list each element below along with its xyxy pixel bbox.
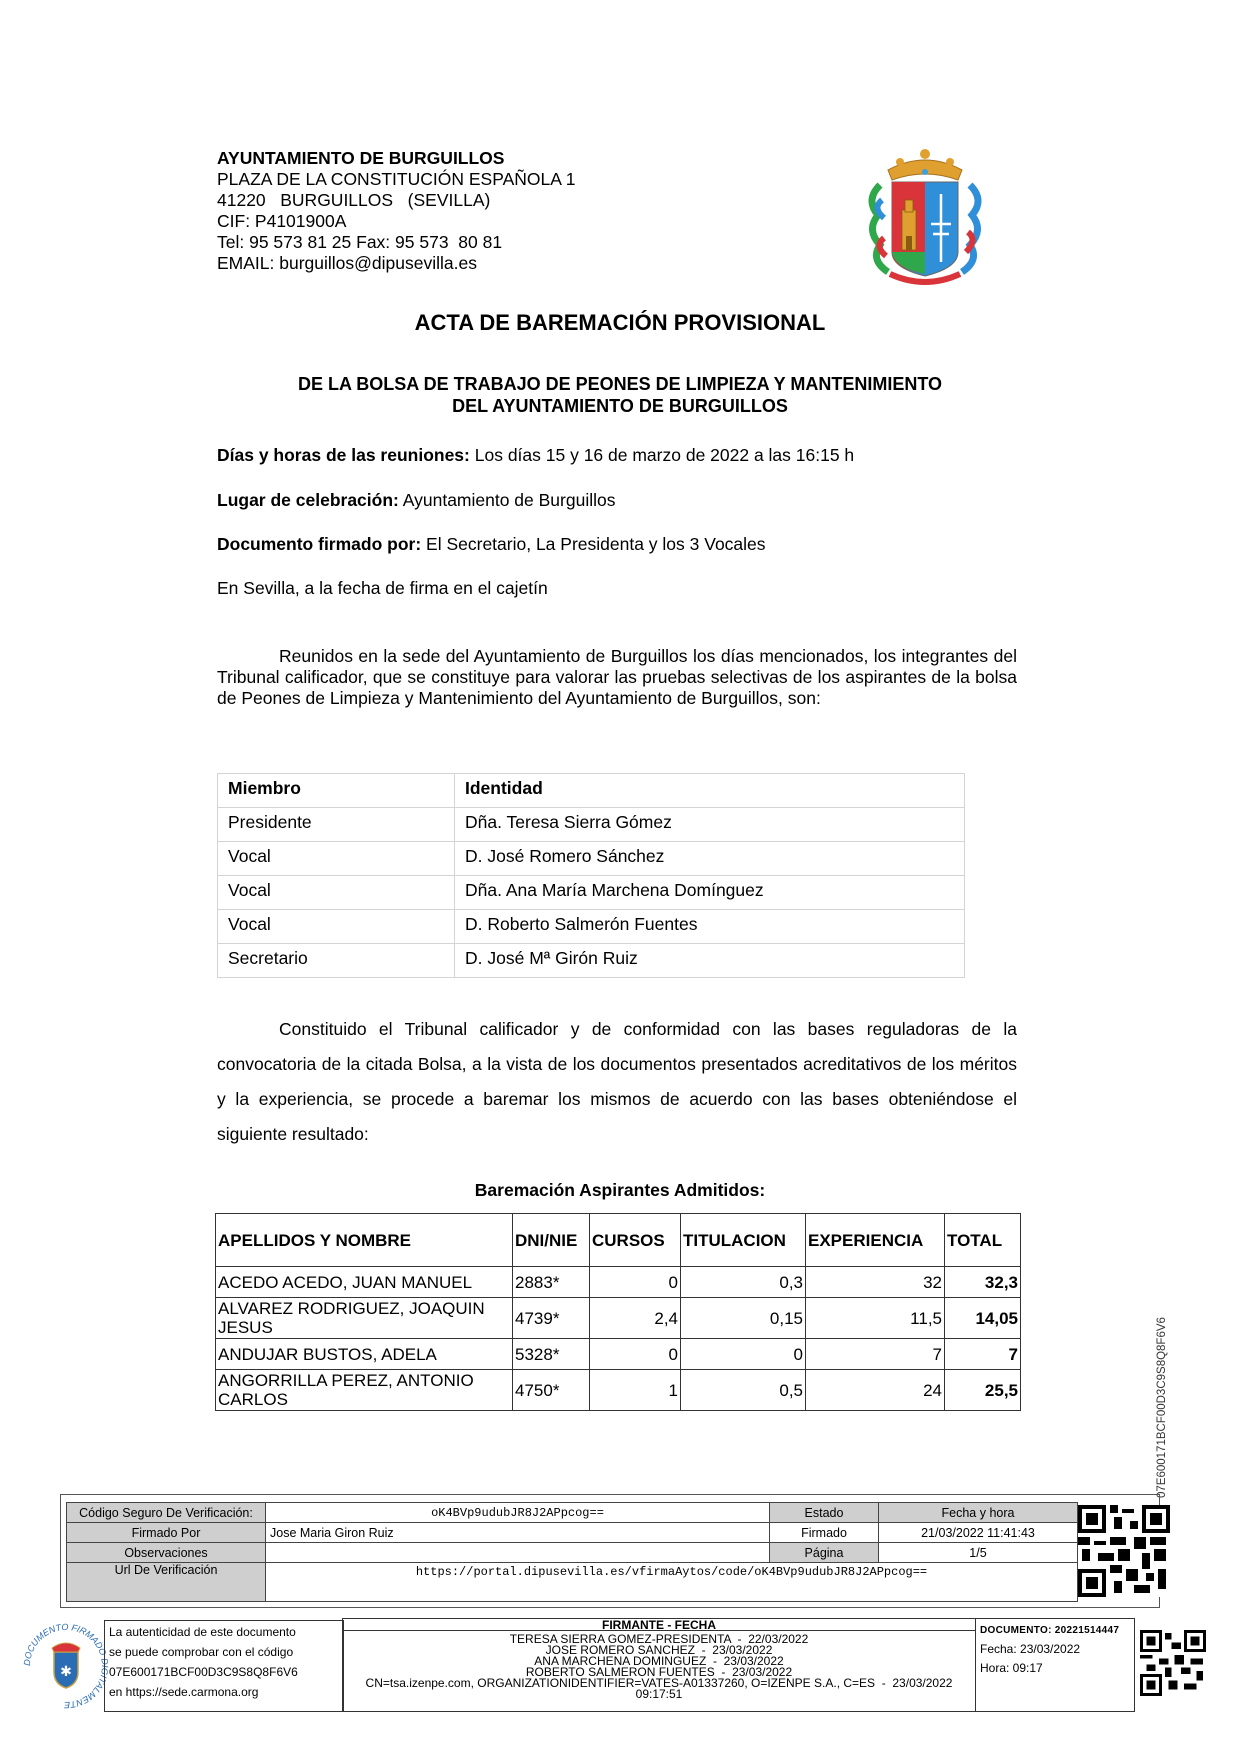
member-identity: D. Roberto Salmerón Fuentes [455,910,965,944]
score-titulacion: 0,3 [681,1267,806,1298]
score-total: 25,5 [945,1370,1021,1411]
url-label: Url De Verificación [67,1563,266,1602]
observaciones-value [266,1543,770,1563]
firmado-por-value: Jose Maria Giron Ruiz [266,1523,770,1543]
signers-header: FIRMANTE - FECHA [343,1619,975,1631]
org-address: PLAZA DE LA CONSTITUCIÓN ESPAÑOLA 1 [217,169,576,189]
score-cursos: 0 [590,1339,681,1370]
applicant-name: ANGORRILLA PEREZ, ANTONIO CARLOS [216,1370,513,1411]
scores-title: Baremación Aspirantes Admitidos: [474,1180,766,1200]
page-title: ACTA DE BAREMACIÓN PROVISIONAL [414,310,826,335]
authenticity-note [104,1620,344,1712]
auth-line: se puede comprobar con el código [109,1645,294,1659]
subtitle-line-2: DEL AYUNTAMIENTO DE BURGUILLOS [452,396,788,416]
digital-signature-seal-icon [22,1622,110,1710]
table-row [216,1267,1021,1298]
score-cursos: 1 [590,1370,681,1411]
table-header-row [216,1214,1021,1267]
csv-label: Código Seguro De Verificación: [67,1503,266,1523]
member-identity: Dña. Teresa Sierra Gómez [455,808,965,842]
result-paragraph [217,1012,1017,1152]
applicant-name: ACEDO ACEDO, JUAN MANUEL [216,1267,513,1298]
qr-code-icon [1140,1630,1206,1696]
observaciones-label: Observaciones [67,1543,266,1563]
table-header-row [218,774,965,808]
column-header: APELLIDOS Y NOMBRE [216,1214,513,1267]
signer-line: TERESA SIERRA GOMEZ-PRESIDENTA - 22/03/2022 [509,1632,809,1646]
column-header: Miembro [218,774,455,808]
tribunal-members-table [217,773,965,978]
org-phone: Tel: 95 573 81 25 Fax: 95 573 80 81 [217,232,503,252]
auth-line: La autenticidad de este documento [109,1625,296,1639]
column-header: TOTAL [945,1214,1021,1267]
svg-text:DOCUMENTO FIRMADO DIGITALMENTE: DOCUMENTO FIRMADO DIGITALMENTE [22,1622,110,1710]
table-row [218,842,965,876]
score-total: 14,05 [945,1298,1021,1339]
score-total: 7 [945,1339,1021,1370]
column-header: DNI/NIE [513,1214,590,1267]
page-subtitle [0,373,1240,417]
meeting-dates [217,445,854,466]
qr-code-icon [1078,1505,1170,1597]
fecha-value: 21/03/2022 11:41:43 [879,1523,1078,1543]
estado-label: Estado [770,1503,879,1523]
column-header: TITULACION [681,1214,806,1267]
intro-paragraph [217,646,1017,709]
signer-line: JOSE ROMERO SANCHEZ - 23/03/2022 [545,1643,773,1657]
result-paragraph-text: Constituido el Tribunal calificador y de conformidad con las bases reguladoras de la convocatoria de la citada Bolsa, a la vista de los documentos presentados acreditativos de los méritos y la experiencia, se procede a baremar los mismos de acuerdo con las bases obteniéndose el siguiente resultado: [217,1019,1017,1144]
score-cursos: 0 [590,1267,681,1298]
table-row [216,1370,1021,1411]
signer-line: ANA MARCHENA DOMINGUEZ - 23/03/2022 [534,1654,784,1668]
applicant-dni: 4750* [513,1370,590,1411]
document-time: Hora: 09:17 [980,1661,1043,1675]
score-titulacion: 0 [681,1339,806,1370]
table-row [218,944,965,978]
applicant-name: ANDUJAR BUSTOS, ADELA [216,1339,513,1370]
auth-url-link[interactable]: en https://sede.carmona.org [109,1685,259,1699]
document-date: Fecha: 23/03/2022 [980,1642,1081,1656]
table-row [218,876,965,910]
column-header: EXPERIENCIA [806,1214,945,1267]
member-identity: D. José Mª Girón Ruiz [455,944,965,978]
applicant-dni: 2883* [513,1267,590,1298]
score-experiencia: 32 [806,1267,945,1298]
signing-place-date: En Sevilla, a la fecha de firma en el cajetín [217,578,548,598]
svg-text:✱: ✱ [60,1663,72,1679]
column-header: CURSOS [590,1214,681,1267]
score-titulacion: 0,15 [681,1298,806,1339]
verification-url-link[interactable]: https://portal.dipusevilla.es/vfirmaAytos/code/oK4BVp9udubJR8J2APpcog== [266,1563,1078,1602]
table-row [218,910,965,944]
score-cursos: 2,4 [590,1298,681,1339]
csv-value: oK4BVp9udubJR8J2APpcog== [266,1503,770,1523]
member-role: Vocal [218,910,455,944]
org-city: 41220 BURGUILLOS (SEVILLA) [217,190,491,210]
meeting-place-label: Lugar de celebración: [217,490,399,510]
applicant-dni: 4739* [513,1298,590,1339]
member-role: Presidente [218,808,455,842]
signed-by-value: El Secretario, La Presidenta y los 3 Vocales [421,534,766,554]
fecha-label: Fecha y hora [879,1503,1078,1523]
meeting-dates-value: Los días 15 y 16 de marzo de 2022 a las 16:15 h [469,445,855,465]
meeting-dates-label: Días y horas de las reuniones: [217,445,470,465]
org-cif: CIF: P4101900A [217,211,347,231]
member-role: Vocal [218,876,455,910]
org-email: EMAIL: burguillos@dipusevilla.es [217,253,477,273]
side-verification-code: 07E600171BCF00D3C9S8Q8F6V6 [1156,1317,1168,1498]
score-titulacion: 0,5 [681,1370,806,1411]
signed-by-label: Documento firmado por: [217,534,422,554]
score-experiencia: 24 [806,1370,945,1411]
signers-box [342,1618,976,1712]
meeting-place-value: Ayuntamiento de Burguillos [398,490,616,510]
signer-line: 09:17:51 [635,1687,683,1701]
coat-of-arms-icon [860,140,990,290]
table-row [216,1298,1021,1339]
firmado-por-label: Firmado Por [67,1523,266,1543]
table-row [216,1339,1021,1370]
member-identity: Dña. Ana María Marchena Domínguez [455,876,965,910]
member-role: Vocal [218,842,455,876]
member-role: Secretario [218,944,455,978]
table-row [218,808,965,842]
intro-paragraph-text: Reunidos en la sede del Ayuntamiento de Burguillos los días mencionados, los integrantes del Tribunal calificador, que se constituye para valorar las pruebas selectivas de los aspirantes de la bolsa de Peones de Limpieza y Mantenimiento del Ayuntamiento de Burguillos, son: [217,646,1017,708]
pagina-label: Página [770,1543,879,1563]
verification-table [66,1502,1078,1602]
document-number: DOCUMENTO: 20221514447 [980,1625,1120,1636]
applicant-name: ALVAREZ RODRIGUEZ, JOAQUIN JESUS [216,1298,513,1339]
pagina-value: 1/5 [879,1543,1078,1563]
estado-value: Firmado [770,1523,879,1543]
signed-by [217,534,766,555]
signer-line: ROBERTO SALMERON FUENTES - 23/03/2022 [525,1665,793,1679]
score-total: 32,3 [945,1267,1021,1298]
member-identity: D. José Romero Sánchez [455,842,965,876]
org-name: AYUNTAMIENTO DE BURGUILLOS [217,148,505,168]
applicant-dni: 5328* [513,1339,590,1370]
signer-line: CN=tsa.izenpe.com, ORGANIZATIONIDENTIFIER=VATES-A01337260, O=IZENPE S.A., C=ES - 23/03/2022 [365,1676,953,1690]
column-header: Identidad [455,774,965,808]
scores-table [215,1213,1021,1411]
meeting-place [217,490,615,511]
document-info-box [975,1618,1135,1712]
subtitle-line-1: DE LA BOLSA DE TRABAJO DE PEONES DE LIMPIEZA Y MANTENIMIENTO [297,374,943,394]
auth-code: 07E600171BCF00D3C9S8Q8F6V6 [109,1665,298,1679]
score-experiencia: 7 [806,1339,945,1370]
letterhead [217,148,576,274]
score-experiencia: 11,5 [806,1298,945,1339]
